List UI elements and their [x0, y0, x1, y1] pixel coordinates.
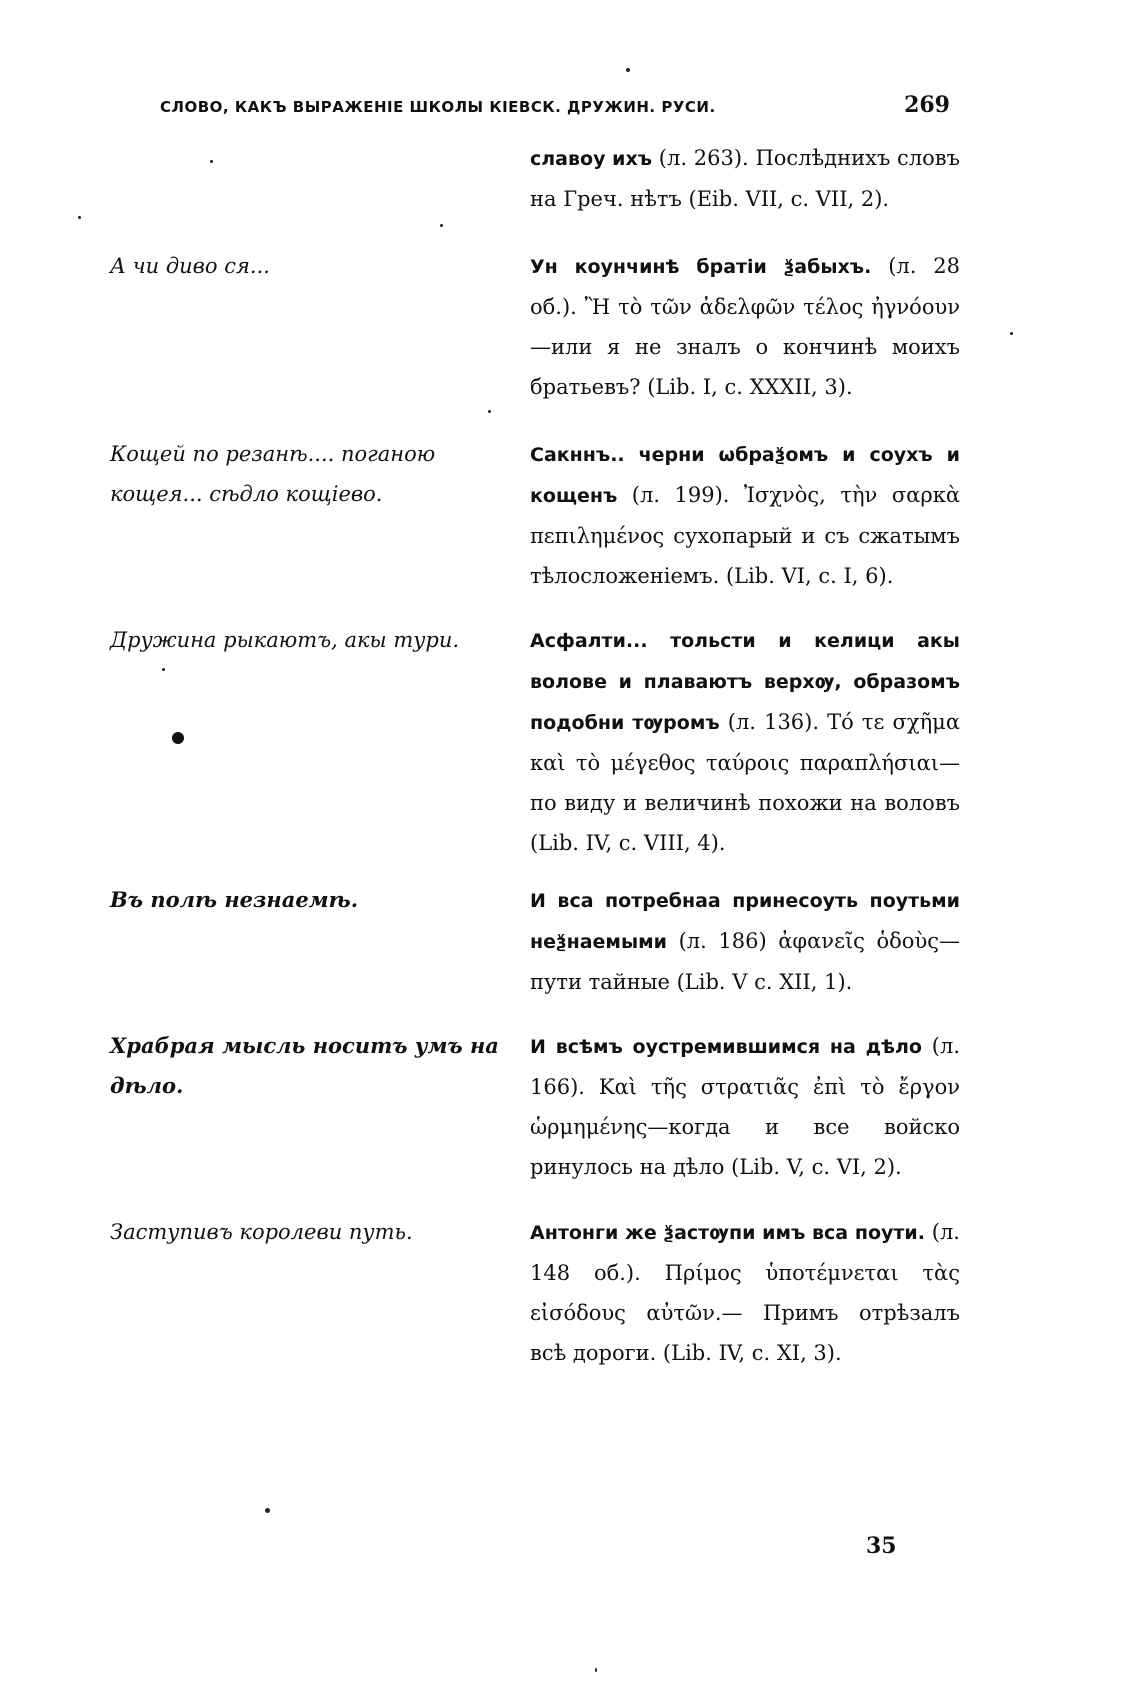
scan-speck — [626, 68, 630, 72]
commentary-text: (л. 263). Послѣднихъ словъ на Греч. нѣтъ (Eib. VII, c. VII, 2). — [530, 146, 960, 211]
scan-speck — [488, 410, 491, 413]
slavonic-text: И всѣмъ оустремившимся на дѣло — [530, 1036, 922, 1058]
bullet-mark — [172, 732, 184, 744]
scan-speck — [440, 224, 443, 227]
commentary-entry-6 — [530, 1026, 960, 1187]
commentary-text: (л. 186) ἀφανεῖς ὁδοὺς—пути тайные (Lib. V c. XII, 1). — [530, 929, 960, 994]
slavonic-text: Сакннъ.. черни ѡбраѯомъ и соухъ и кощенъ — [530, 444, 960, 507]
quote-6: Заступивъ королеви путь. — [110, 1220, 413, 1244]
scan-speck — [1010, 332, 1013, 335]
slavonic-text: Антонги же ѯастѹпи имъ вса поути. — [530, 1222, 925, 1244]
page-number: 269 — [904, 92, 950, 118]
quote-2: Кощей по резанѣ.... поганою кощея... сѣдло кощіево. — [110, 442, 436, 506]
quote-5: Храбрая мысль носитъ умъ на дѣло. — [110, 1033, 499, 1098]
commentary-text: (л. 199). Ἰσχνὸς, τὴν σαρκὰ πεπιλημένος сухопарый и съ сжатымъ тѣлосложеніемъ. (Lib. VI, c. I, 6). — [530, 483, 960, 588]
slavonic-text: Асфалти... тольсти и келици акы волове и плаваютъ верхѹ, образомъ подобни тѹромъ — [530, 630, 960, 734]
page-header — [160, 92, 950, 122]
commentary-text: (л. 136). Τό τε σχῆμα καὶ τὸ μέγεθος ταύροις παραπλήσιαι—по виду и величинѣ похожи на воловъ (Lib. IV, c. VIII, 4). — [530, 710, 960, 855]
commentary-entry-7 — [530, 1212, 960, 1373]
commentary-text: (л. 148 об.). Πρίμος ὑποτέμνεται τὰς εἰσόδους αὐτῶν.— Примъ отрѣзалъ всѣ дороги. (Lib. IV, c. XI, 3). — [530, 1220, 960, 1365]
commentary-text: (л. 166). Καὶ τῆς στρατιᾶς ἐπὶ τὸ ἔργον ὡρμημένης—когда и все войско ринулось на дѣло (Lib. V, c. VI, 2). — [530, 1034, 960, 1179]
quote-1: А чи диво ся... — [110, 254, 270, 278]
scan-speck — [162, 668, 165, 671]
scan-speck — [265, 1508, 270, 1513]
scan-speck — [210, 160, 213, 163]
slavonic-text: И вса потребнаа принесоуть поутьми неѯнаемыми — [530, 890, 960, 953]
commentary-entry-5 — [530, 880, 960, 1002]
commentary-entry-3 — [530, 434, 960, 596]
signature-mark: 35 — [866, 1533, 897, 1559]
commentary-text: (л. 28 об.). Ἢ τὸ τῶν ἀδελφῶν τέλος ἠγνόουν—или я не зналъ о кончинѣ моихъ братьевъ? (Lib. I, c. XXXII, 3). — [530, 254, 960, 399]
scan-speck — [595, 1668, 597, 1672]
commentary-entry-4 — [530, 620, 960, 863]
commentary-entry-2 — [530, 246, 960, 407]
commentary-entry-1 — [530, 138, 960, 219]
scan-speck — [78, 216, 81, 219]
quote-3: Дружина рыкаютъ, акы тури. — [110, 628, 460, 652]
slavonic-text: славоу ихъ — [530, 148, 653, 170]
slavonic-text: Ун коунчинѣ братіи ѯабыхъ. — [530, 256, 872, 278]
running-title: СЛОВО, КАКЪ ВЫРАЖЕНІЕ ШКОЛЫ КІЕВСК. ДРУЖИН. РУСИ. — [160, 98, 716, 116]
quote-4: Въ полѣ незнаемѣ. — [110, 887, 359, 912]
